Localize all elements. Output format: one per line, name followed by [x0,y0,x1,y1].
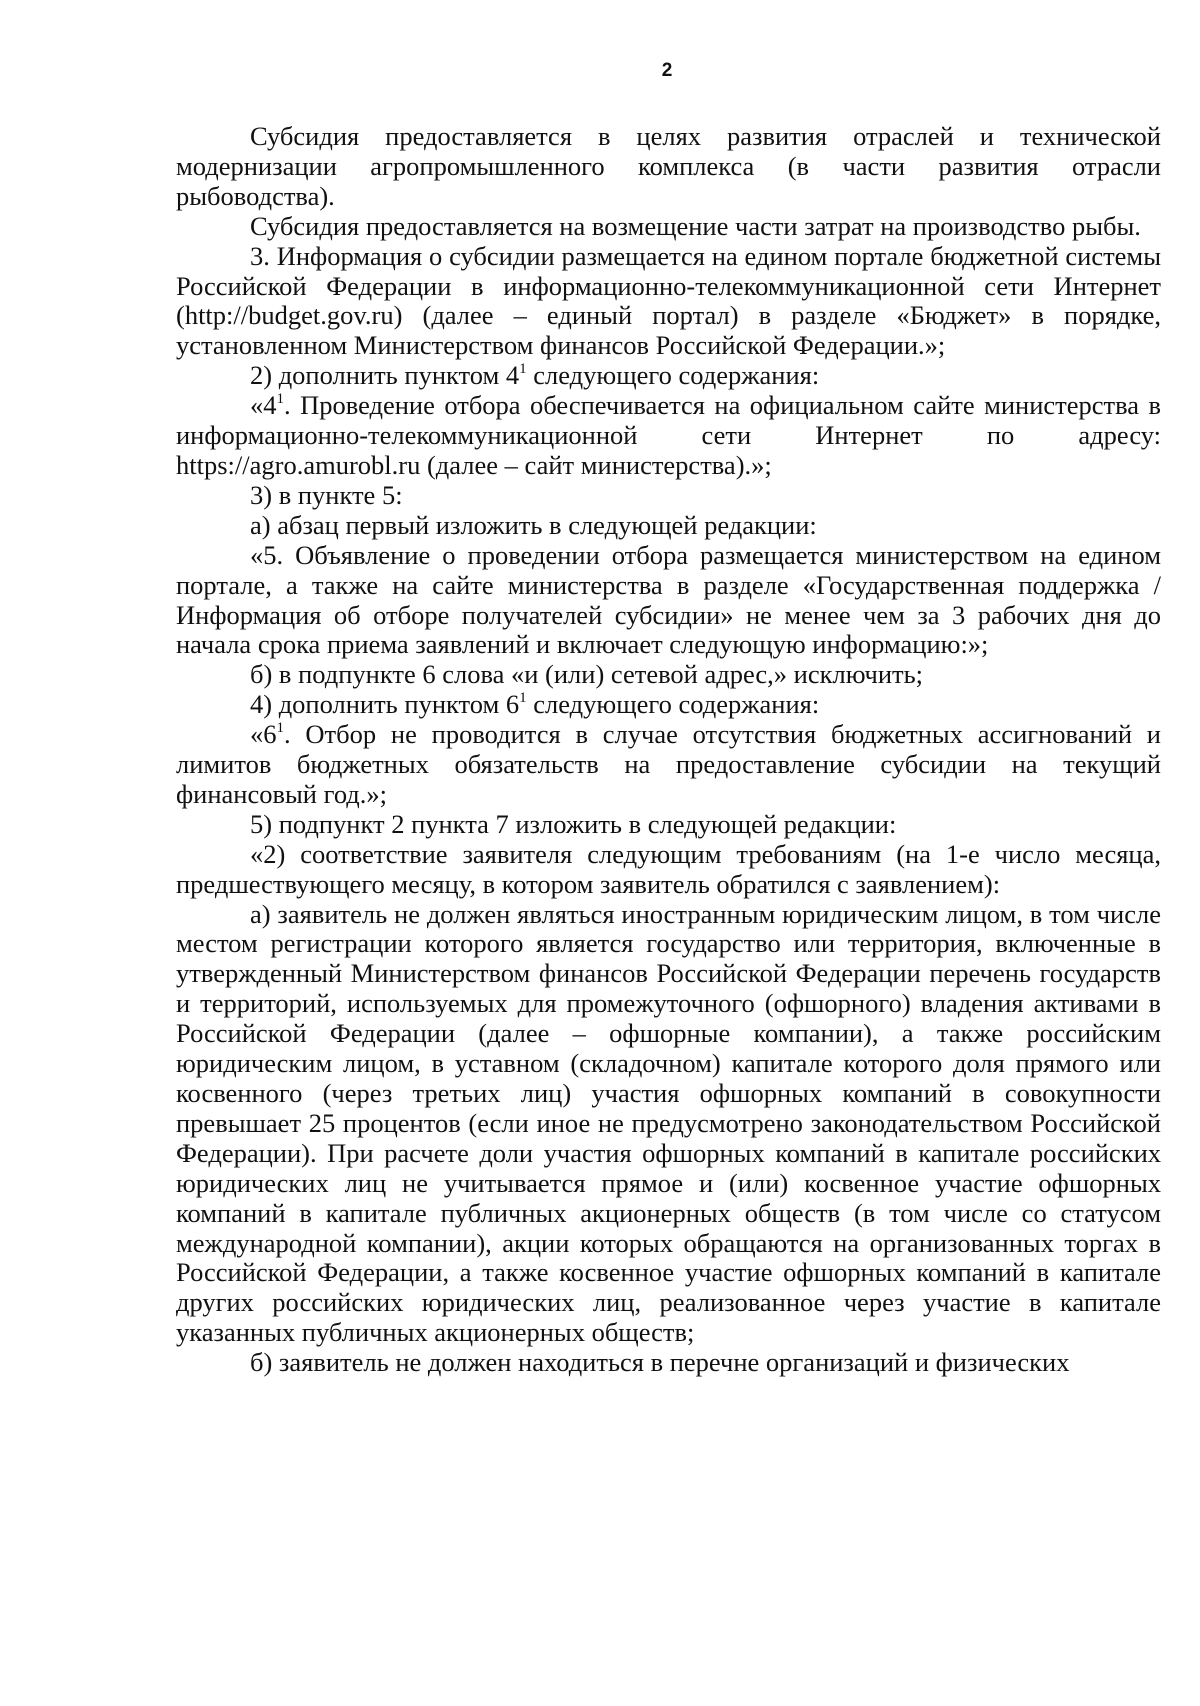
paragraph-amend-3b: б) в подпункте 6 слова «и (или) сетевой адрес,» исключить; [250,659,924,690]
paragraph-amend-3: 3) в пункте 5: [250,479,403,510]
paragraph-amend-4: 4) дополнить пунктом $6^1$ следующего содержания: [250,689,820,720]
paragraph-item-4-1: «$4^1$. Проведение отбора обеспечивается на официальном сайте министерства в информационно-телекоммуникационной сети Интернет по адресу: https://agro.amurobl.ru (далее – сайт министерства).»; [176,390,1161,480]
page-number: 2 [661,60,673,81]
paragraph-item-3: 3. Информация о субсидии размещается на едином портале бюджетной системы Российской Федерации в информационно-телекоммуникационной сети Интернет (http://budget.gov.ru) (далее – единый портал) в разделе «Бюджет» в порядке, установленном Министерством финансов Российской Федерации.»; [176,240,1161,361]
paragraph-item-7-2b: б) заявитель не должен находиться в перечне организаций и физических [250,1347,1070,1378]
paragraph-item-7-2a: а) заявитель не должен являться иностранным юридическим лицом, в том числе местом регистрации которого является государство или территория, включенные в утвержденный Министерством финансов Российской Федерации перечень государств и территорий, используемых для промежуточного (офшорного) владения активами в Российской Федерации (далее – офшорные компании), а также российским юридическим лицом, в уставном (складочном) капитале которого доля прямого или косвенного (через третьих лиц) участия офшорных компаний в совокупности превышает 25 процентов (если иное не предусмотрено законодательством Российской Федерации). При расчете доли участия офшорных компаний в капитале российских юридических лиц не учитывается прямое и (или) косвенное участие офшорных компаний в капитале публичных акционерных обществ (в том числе со статусом международной компании), акции которых обращаются на организованных торгах в Российской Федерации, а также косвенное участие офшорных компаний в капитале других российских юридических лиц, реализованное через участие в капитале указанных публичных акционерных обществ; [176,898,1161,1348]
paragraph-item-7-2: «2) соответствие заявителя следующим требованиям (на 1-е число месяца, предшествующего месяцу, в котором заявитель обратился с заявлением): [176,838,1161,899]
paragraph-item-6-1: «$6^1$. Отбор не проводится в случае отсутствия бюджетных ассигнований и лимитов бюджетных обязательств на предоставление субсидии на текущий финансовый год.»; [176,719,1161,809]
paragraph-subsidy-purpose: Субсидия предоставляется в целях развития отраслей и технической модернизации агропромышленного комплекса (в части развития отрасли рыбоводства). [176,121,1161,211]
paragraph-amend-3a: а) абзац первый изложить в следующей редакции: [250,509,817,540]
paragraph-amend-5: 5) подпункт 2 пункта 7 изложить в следующей редакции: [250,808,897,839]
paragraph-subsidy-reimbursement: Субсидия предоставляется на возмещение части затрат на производство рыбы. [250,210,1141,241]
document-body [176,122,1161,1378]
paragraph-amend-2: 2) дополнить пунктом $4^1$ следующего содержания: [250,360,820,391]
paragraph-item-5: «5. Объявление о проведении отбора размещается министерством на едином портале, а также на сайте министерства в разделе «Государственная поддержка / Информация об отборе получателей субсидии» не менее чем за 3 рабочих дня до начала срока приема заявлений и включает следующую информацию:»; [176,539,1161,660]
